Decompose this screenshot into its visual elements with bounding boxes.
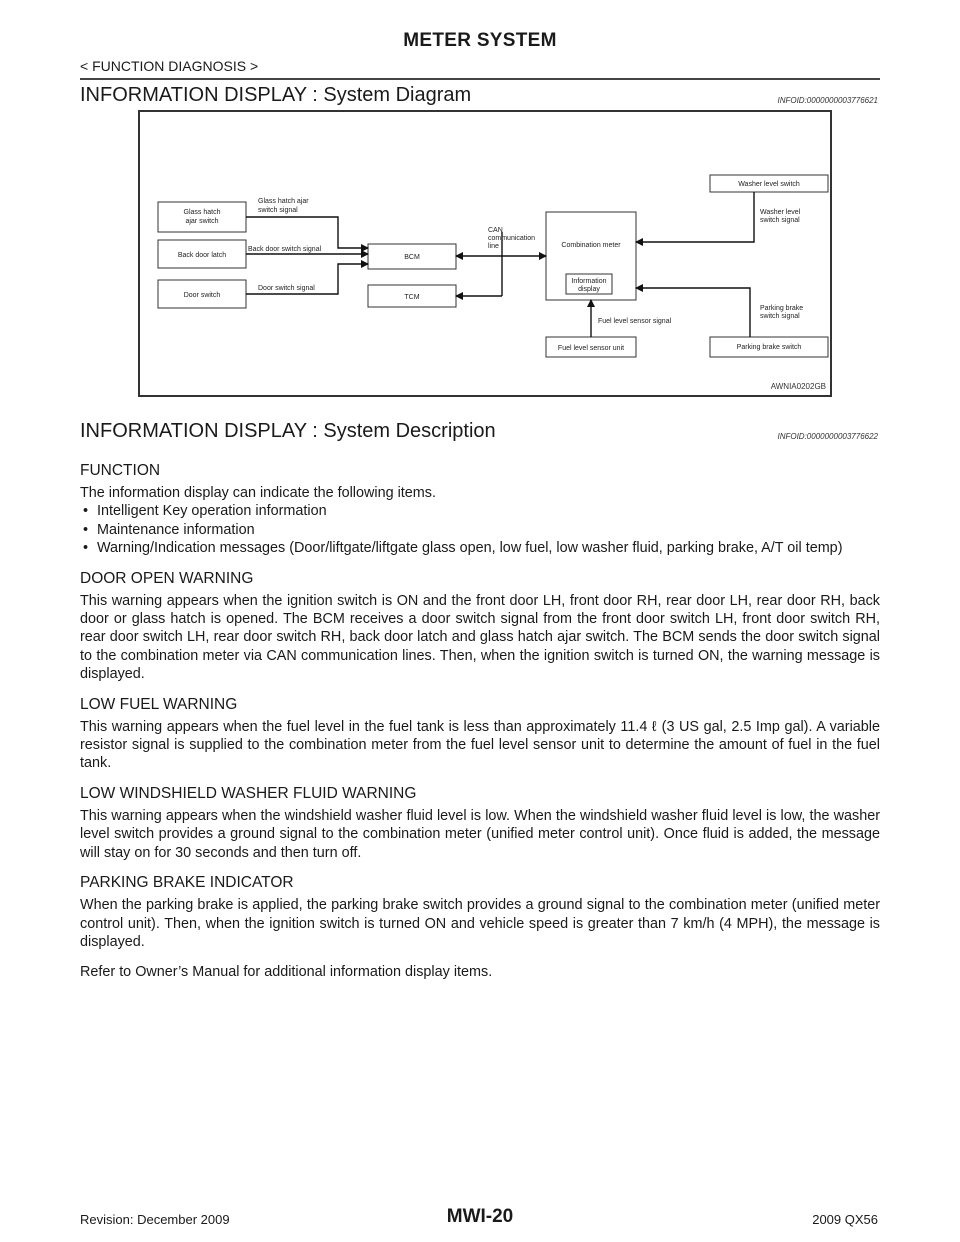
glass-hatch-switch-label: Glass hatch ajar switch bbox=[183, 209, 221, 225]
washer-level-switch-label: Washer level switch bbox=[738, 181, 800, 188]
bcm-label: BCM bbox=[404, 254, 420, 261]
back-door-signal-label: Back door switch signal bbox=[248, 246, 322, 253]
parking-brake-switch-label: Parking brake switch bbox=[736, 344, 802, 351]
combination-meter-label: Combination meter bbox=[561, 242, 621, 249]
door-switch-signal-label: Door switch signal bbox=[258, 285, 315, 292]
glass-hatch-signal-label: Glass hatch ajar switch signal bbox=[258, 198, 309, 214]
owners-manual-note: Refer to Owner’s Manual for additional information display items. bbox=[80, 964, 493, 981]
fuel-level-unit-label: Fuel level sensor unit bbox=[557, 345, 625, 352]
function-list bbox=[80, 502, 880, 557]
function-section bbox=[80, 462, 880, 558]
washer-level-signal-label: Washer level switch signal bbox=[760, 209, 801, 224]
parking-brake-signal-label: Parking brake switch signal bbox=[760, 305, 804, 320]
washer-section bbox=[80, 785, 880, 862]
parking-brake-section bbox=[80, 874, 880, 951]
function-heading: FUNCTION bbox=[80, 462, 161, 479]
function-intro: The information display can indicate the following items. bbox=[80, 485, 436, 501]
low-fuel-heading: LOW FUEL WARNING bbox=[80, 695, 238, 713]
list-item: • Intelligent Key operation information bbox=[80, 502, 880, 520]
info-id-description: INFOID:0000000003776622 bbox=[777, 432, 878, 441]
door-switch-label: Door switch bbox=[183, 292, 221, 299]
fuel-level-signal-label: Fuel level sensor signal bbox=[598, 318, 672, 325]
description-content bbox=[80, 462, 880, 982]
system-diagram bbox=[138, 110, 832, 397]
breadcrumb: < FUNCTION DIAGNOSIS > bbox=[80, 58, 259, 74]
section-title-system-description: INFORMATION DISPLAY : System Description bbox=[80, 420, 496, 442]
model-year: 2009 QX56 bbox=[812, 1212, 878, 1227]
can-line-label: CAN communication line bbox=[488, 227, 536, 250]
door-open-section bbox=[80, 570, 880, 684]
info-id-diagram: INFOID:0000000003776621 bbox=[777, 96, 878, 105]
back-door-latch-label: Back door latch bbox=[177, 252, 227, 259]
revision-date: Revision: December 2009 bbox=[80, 1212, 230, 1227]
page-number: MWI-20 bbox=[446, 1206, 514, 1227]
tcm-label: TCM bbox=[404, 294, 420, 301]
list-item: • Maintenance information bbox=[80, 521, 880, 539]
door-open-text: This warning appears when the ignition switch is ON and the front door LH, front door RH, rear door LH, rear door RH, back door or glass hatch is opened. The BCM receives a door switch signal from the front door switch LH, front door switch RH, rear door switch LH, rear door switch RH, back door latch and glass hatch ajar switch. The BCM sends the door switch signal to the combination meter via CAN communication lines. Then, when the ignition switch is turned ON, the warning message is displayed. bbox=[80, 592, 880, 683]
washer-heading: LOW WINDSHIELD WASHER FLUID WARNING bbox=[80, 784, 417, 802]
figure-code: AWNIA0202GB bbox=[770, 382, 826, 391]
door-open-heading: DOOR OPEN WARNING bbox=[80, 569, 254, 587]
washer-text: This warning appears when the windshield washer fluid level is low. When the windshield washer fluid level is low, the washer level switch provides a ground signal to the combination meter (unified meter control unit). Once fluid is added, the message will stay on for 30 seconds and then turn off. bbox=[80, 807, 880, 861]
low-fuel-section bbox=[80, 696, 880, 773]
parking-brake-text: When the parking brake is applied, the parking brake switch provides a ground signal to the combination meter (unified meter control unit). Then, when the ignition switch is turned ON and vehicle speed is greater than 7 km/h (4 MPH), the message is displayed. bbox=[80, 897, 880, 950]
page-title: METER SYSTEM bbox=[403, 30, 557, 51]
parking-brake-heading: PARKING BRAKE INDICATOR bbox=[80, 874, 294, 892]
information-display-label: Information display bbox=[571, 278, 607, 293]
header-rule bbox=[80, 78, 880, 80]
glass-hatch-switch-box bbox=[158, 202, 246, 232]
list-item: • Warning/Indication messages (Door/liftgate/liftgate glass open, low fuel, low washer fluid, parking brake, A/T oil temp) bbox=[80, 539, 880, 557]
section-title-system-diagram: INFORMATION DISPLAY : System Diagram bbox=[80, 84, 472, 106]
low-fuel-text: This warning appears when the fuel level in the fuel tank is less than approximately 11.4 ℓ (3 US gal, 2.5 Imp gal). A variable resistor signal is supplied to the combination meter from the fuel level sensor unit to determine the amount of fuel in the fuel tank. bbox=[80, 718, 880, 772]
